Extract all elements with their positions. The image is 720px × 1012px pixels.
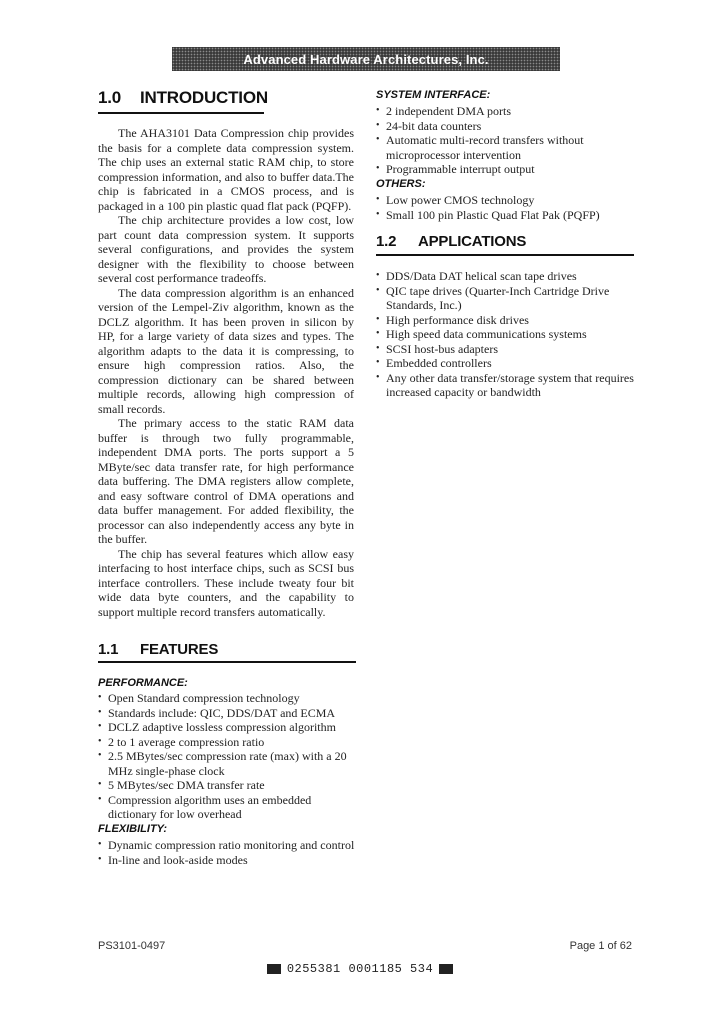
intro-paragraph: The AHA3101 Data Compression chip provides the basis for a complete data compression system. The chip uses an external static RAM chip, to store compression information, and also to buffer data.The chip is fabricated in a CMOS process, and is packaged in a 100 pin plastic quad flat pack (PQFP). [98,126,354,213]
document-id: PS3101-0497 [98,940,166,952]
heading-rule [98,112,264,114]
list-item: • 2 to 1 average compression ratio [98,735,356,750]
list-item: • Programmable interrupt output [376,162,634,177]
barcode [0,962,720,976]
list-item: • In-line and look-aside modes [98,853,356,868]
section-number: 1.1 [98,641,119,658]
barcode-block-right [439,964,453,974]
company-banner [172,47,560,71]
applications-list [376,269,634,400]
list-item: • Open Standard compression technology [98,691,356,706]
flexibility-list [98,838,356,867]
others-list [376,193,634,222]
list-item: • DCLZ adaptive lossless compression algorithm [98,720,356,735]
barcode-block-left [267,964,281,974]
section-heading-features [98,641,218,658]
list-item: • 24-bit data counters [376,119,634,134]
others-subheading: OTHERS: [376,178,426,190]
list-item: • High speed data communications systems [376,327,634,342]
list-item: • Automatic multi-record transfers without microprocessor intervention [376,133,634,162]
performance-list [98,691,356,822]
barcode-text: 0255381 0001185 534 [286,962,434,976]
system-interface-list [376,104,634,177]
list-item: • Any other data transfer/storage system that requires increased capacity or bandwidth [376,371,634,400]
company-name: Advanced Hardware Architectures, Inc. [243,51,489,67]
list-item: • Compression algorithm uses an embedded dictionary for low overhead [98,793,356,822]
list-item: • 2.5 MBytes/sec compression rate (max) with a 20 MHz single-phase clock [98,749,356,778]
list-item: • Small 100 pin Plastic Quad Flat Pak (PQFP) [376,208,634,223]
list-item: • SCSI host-bus adapters [376,342,634,357]
list-item: • 2 independent DMA ports [376,104,634,119]
list-item: • Embedded controllers [376,356,634,371]
section-number: 1.0 [98,88,122,107]
section-number: 1.2 [376,233,397,250]
list-item: • Standards include: QIC, DDS/DAT and ECMA [98,706,356,721]
intro-paragraph: The chip has several features which allow easy interfacing to host interface chips, such as SCSI bus interface controllers. These include tweaty four bit wide data byte counters, and the capability to support multiple record transfers automatically. [98,546,354,619]
heading-rule [98,661,356,663]
heading-rule [376,254,634,256]
performance-subheading: PERFORMANCE: [98,677,188,689]
section-heading-introduction [98,88,268,108]
section-title: FEATURES [140,641,219,658]
list-item: • Dynamic compression ratio monitoring and control [98,838,356,853]
flexibility-subheading: FLEXIBILITY: [98,823,168,835]
list-item: • 5 MBytes/sec DMA transfer rate [98,778,356,793]
list-item: • QIC tape drives (Quarter-Inch Cartridge Drive Standards, Inc.) [376,284,634,313]
section-heading-applications [376,233,526,250]
section-title: INTRODUCTION [140,88,268,107]
list-item: • Low power CMOS technology [376,193,634,208]
list-item: • DDS/Data DAT helical scan tape drives [376,269,634,284]
intro-paragraph: The chip architecture provides a low cost, low part count data compression system. It supports several configurations, and provides the system designer with the flexibility to choose between several cost performance tradeoffs. [98,213,354,285]
system-interface-subheading: SYSTEM INTERFACE: [376,89,491,101]
section-title: APPLICATIONS [418,233,527,250]
intro-paragraph: The primary access to the static RAM data buffer is through two fully programmable, independent DMA ports. The ports support a 5 MByte/sec data transfer rate, for high performance data buffering. The DMA registers allow complete, and easy software control of DMA operations and data buffer management. For added flexibility, the processor can also independently access any byte in the buffer. [98,416,354,546]
page-number: Page 1 of 62 [569,940,632,952]
intro-paragraph: The data compression algorithm is an enhanced version of the Lempel-Ziv algorithm, known as the DCLZ algorithm. It has been proven in silicon by HP, for a large variety of data sizes and types. The algorithm adapts to the data it is compressing, to ensure high compression ratios. Also, the compression dictionary can be shared between multiple records, allowing high compression of small records. [98,285,354,416]
list-item: • High performance disk drives [376,313,634,328]
intro-body [98,126,354,619]
